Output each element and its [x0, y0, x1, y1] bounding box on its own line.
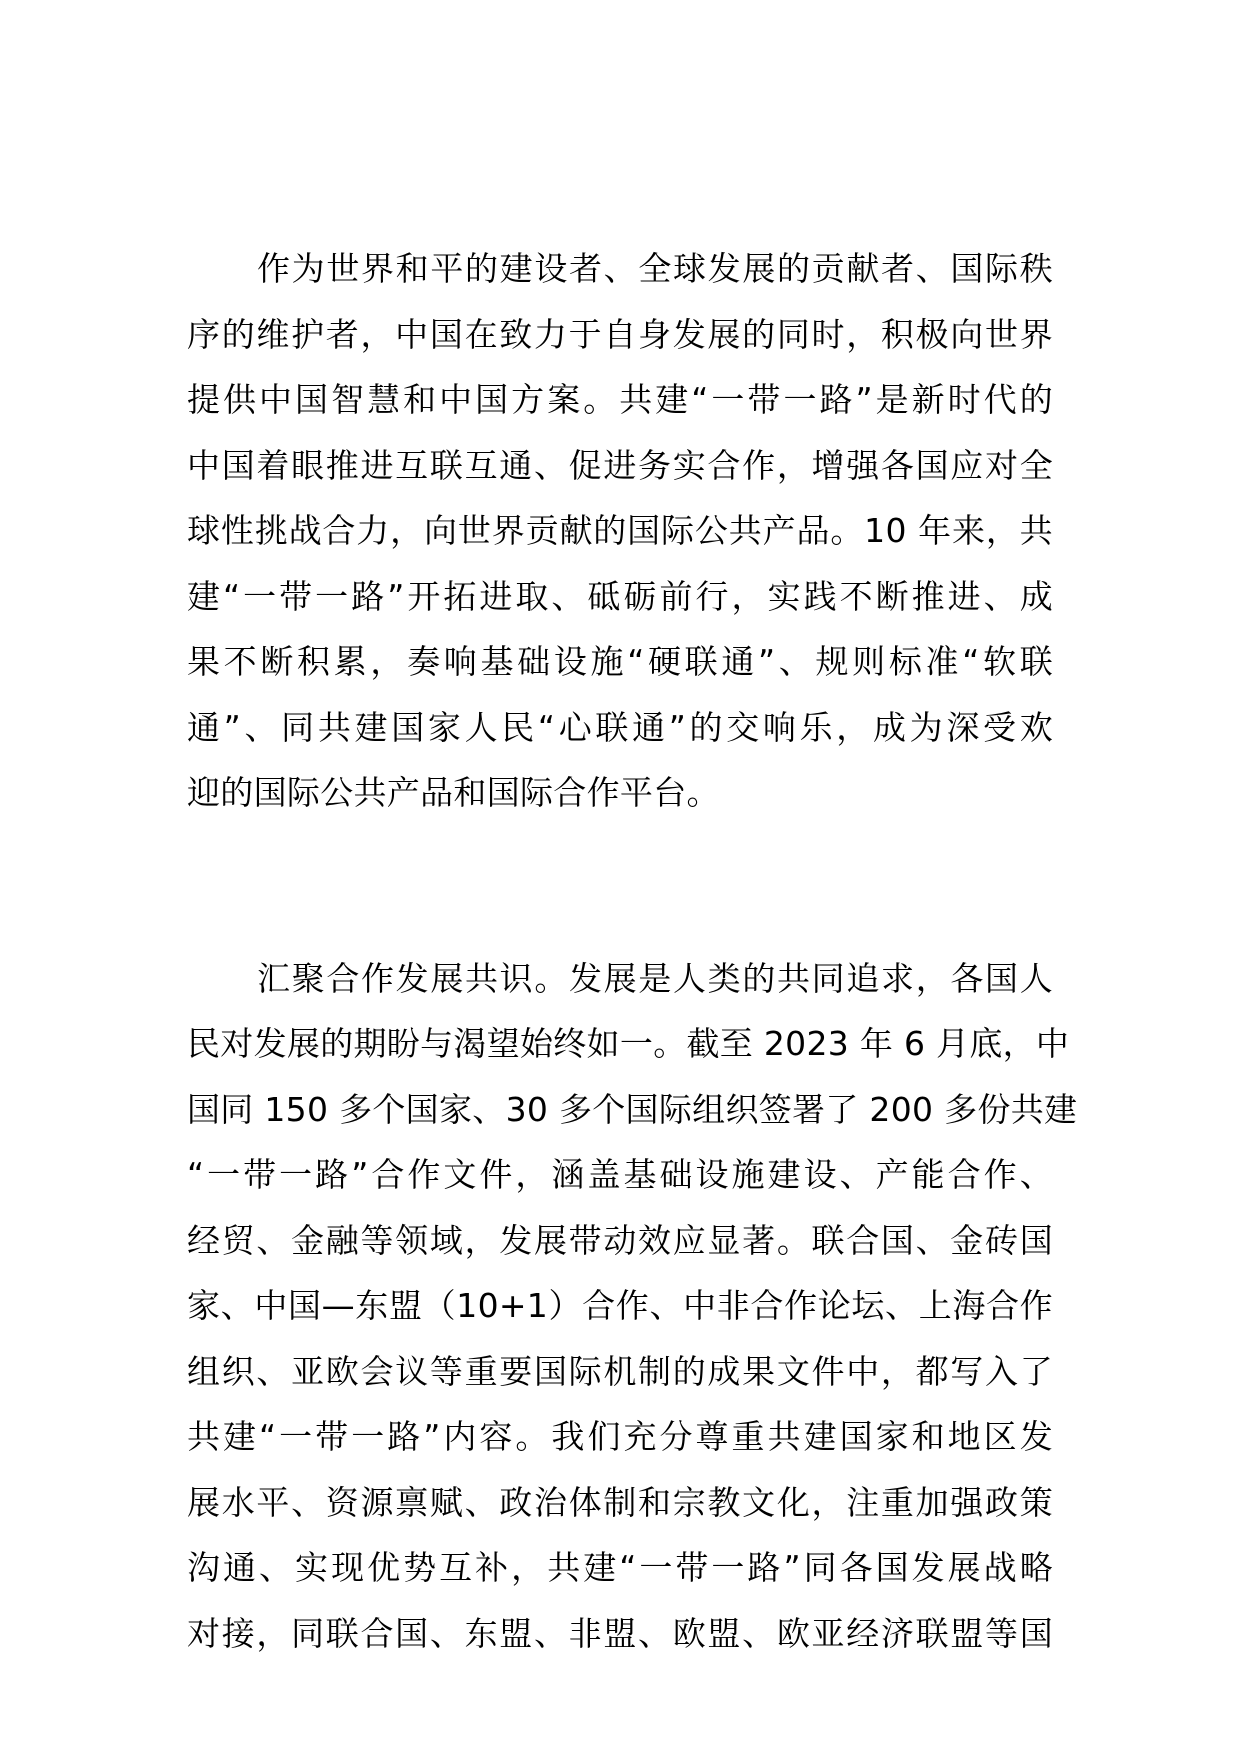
text-line: 中国着眼推进互联互通、促进务实合作，增强各国应对全: [187, 445, 1053, 485]
text-line: 汇聚合作发展共识。发展是人类的共同追求，各国人: [257, 958, 1053, 998]
text-line: 沟通、实现优势互补，共建“一带一路”同各国发展战略: [187, 1548, 1053, 1587]
text-line: 对接，同联合国、东盟、非盟、欧盟、欧亚经济联盟等国: [187, 1613, 1053, 1653]
text-line: 作为世界和平的建设者、全球发展的贡献者、国际秩: [257, 249, 1053, 288]
paragraph-2: [187, 946, 1078, 1667]
text-line: 序的维护者，中国在致力于自身发展的同时，积极向世界: [187, 314, 1053, 354]
text-line: 通”、同共建国家人民“心联通”的交响乐，成为深受欢: [187, 707, 1053, 747]
text-line: 共建“一带一路”内容。我们充分尊重共建国家和地区发: [187, 1417, 1053, 1456]
text-line: “一带一路”合作文件，涵盖基础设施建设、产能合作、: [187, 1155, 1053, 1194]
text-line: 果不断积累，奏响基础设施“硬联通”、规则标准“软联: [187, 642, 1053, 681]
text-line: 迎的国际公共产品和国际合作平台。: [187, 773, 720, 812]
text-line: 国同 150 多个国家、30 多个国际组织签署了 200 多份共建: [187, 1089, 1078, 1129]
text-line: 经贸、金融等领域，发展带动效应显著。联合国、金砖国: [187, 1220, 1053, 1260]
text-line: 组织、亚欧会议等重要国际机制的成果文件中，都写入了: [187, 1351, 1053, 1391]
text-line: 提供中国智慧和中国方案。共建“一带一路”是新时代的: [187, 380, 1053, 419]
text-line: 建“一带一路”开拓进取、砥砺前行，实践不断推进、成: [187, 576, 1053, 616]
paragraph-spacer: [187, 826, 1053, 946]
text-line: 球性挑战合力，向世界贡献的国际公共产品。10 年来，共: [187, 511, 1053, 550]
paragraph-1: [187, 236, 1053, 826]
text-line: 民对发展的期盼与渴望始终如一。截至 2023 年 6 月底，中: [187, 1024, 1070, 1063]
document-body: [187, 236, 1078, 1666]
text-line: 家、中国—东盟（10+1）合作、中非合作论坛、上海合作: [187, 1286, 1053, 1325]
text-line: 展水平、资源禀赋、政治体制和宗教文化，注重加强政策: [187, 1482, 1053, 1522]
